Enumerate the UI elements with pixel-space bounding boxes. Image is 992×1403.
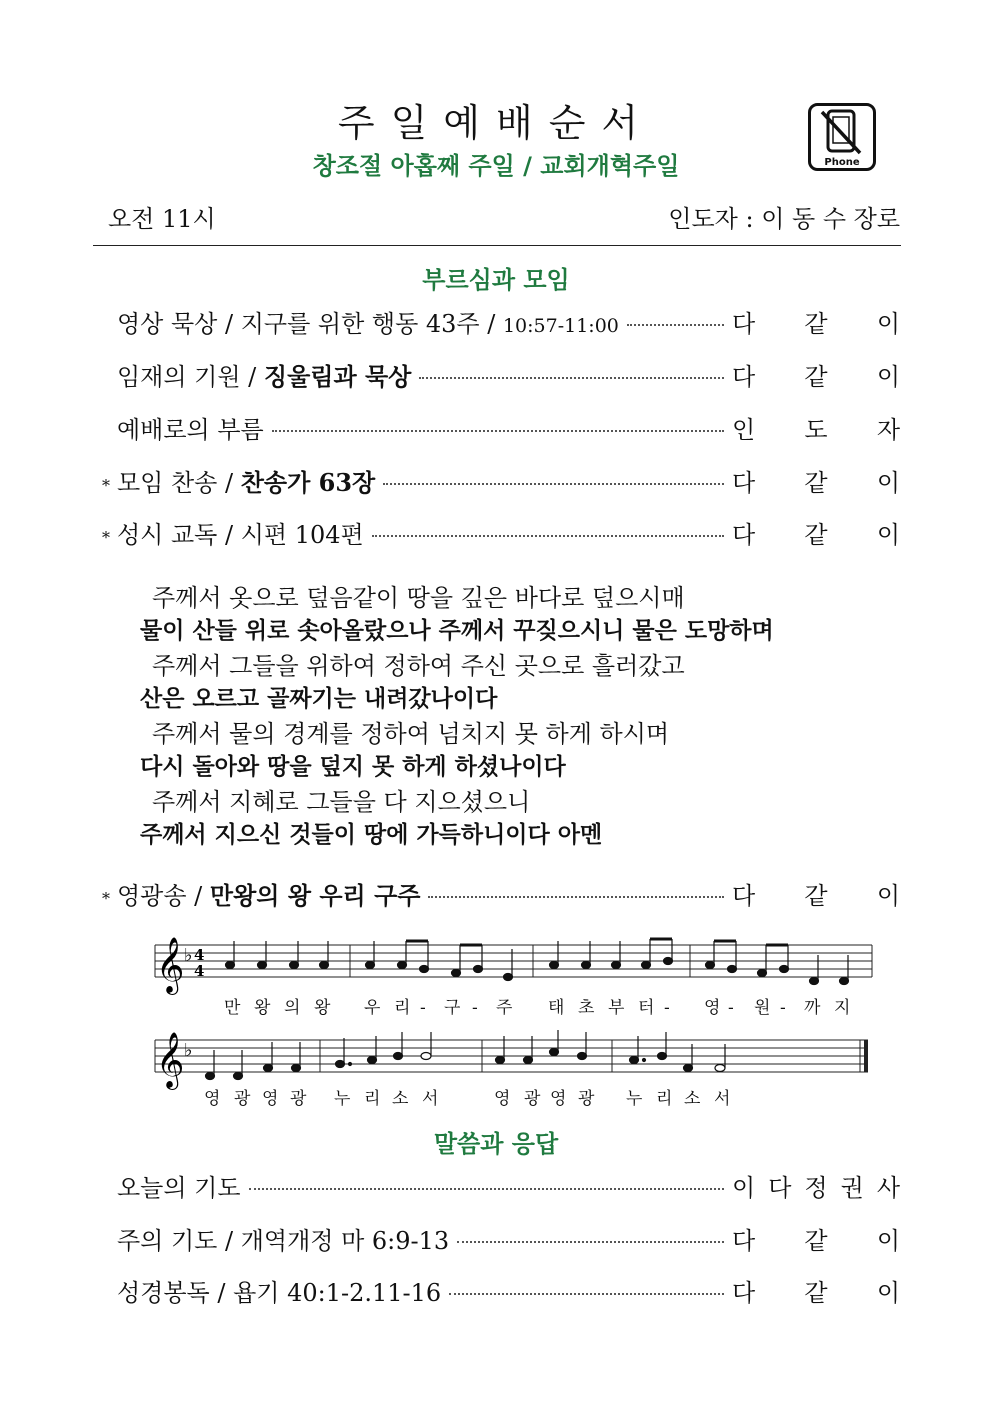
time-signature-bottom: 4 [194,962,205,980]
svg-text:왕: 왕 [314,998,331,1018]
svg-text:리: 리 [656,1089,673,1109]
svg-text:왕: 왕 [254,998,271,1018]
responsive-reading [140,578,860,850]
order-item-label: 모임 찬송 / 찬송가 63장 [117,468,376,497]
reading-people-line: 다시 돌아와 땅을 덮지 못 하게 하셨나이다 [140,754,566,780]
order-item-label: 예배로의 부름 [117,416,264,444]
svg-text:-: - [420,998,426,1018]
order-item-who: 다 같 이 [732,882,900,910]
svg-text:영: 영 [550,1089,567,1109]
svg-text:원: 원 [754,998,771,1018]
svg-text:서: 서 [422,1089,439,1109]
order-item-label: 주의 기도 / 개역개정 마 6:9-13 [117,1227,450,1255]
section-heading-calling: 부르심과 모임 [422,266,570,294]
leader-dots [419,377,724,379]
svg-text:서: 서 [714,1089,731,1109]
svg-text:터: 터 [638,998,655,1018]
svg-text:영: 영 [262,1089,279,1109]
order-item [95,1221,900,1257]
svg-text:리: 리 [364,1089,381,1109]
svg-text:-: - [664,998,670,1018]
order-item [95,1168,900,1204]
reading-people-line: 물이 산들 위로 솟아올랐으나 주께서 꾸짖으시니 물은 도망하며 [140,618,774,644]
order-item-label: 성경봉독 / 욥기 40:1-2.11-16 [117,1279,442,1307]
svg-text:우: 우 [364,998,381,1018]
page-subtitle: 창조절 아홉째 주일 / 교회개혁주일 [312,152,680,180]
order-item-who: 다 같 이 [732,310,900,338]
time-signature-top: 4 [194,946,205,964]
leader-dots [372,535,724,537]
svg-text:누: 누 [626,1089,643,1109]
order-item-who: 다 같 이 [732,1279,900,1307]
svg-text:리: 리 [394,998,411,1018]
reading-leader-line: 주께서 옷으로 덮음같이 땅을 깊은 바다로 덮으시매 [152,584,685,612]
svg-text:태: 태 [548,998,565,1018]
reading-leader-line: 주께서 물의 경계를 정하여 넘치지 못 하게 하시며 [152,720,670,748]
svg-text:누: 누 [334,1089,351,1109]
header-divider [93,245,901,246]
order-item [95,876,900,912]
flat-sign: ♭ [184,1040,193,1061]
svg-text:지: 지 [834,998,851,1018]
standing-mark: * [102,528,110,547]
order-item-who: 다 같 이 [732,521,900,549]
reading-people-line: 주께서 지으신 것들이 땅에 가득하니이다 아멘 [140,822,603,848]
leader-dots [457,1241,724,1243]
svg-text:부: 부 [608,998,625,1018]
svg-text:광: 광 [290,1089,307,1109]
order-item-who: 이 다 정 권 사 [732,1174,900,1202]
standing-mark: * [102,889,110,908]
order-item-label: 임재의 기원 / 징울림과 묵상 [117,362,412,391]
svg-text:영: 영 [494,1089,511,1109]
svg-text:소: 소 [684,1089,701,1109]
svg-text:의: 의 [284,998,301,1018]
leader-dots [272,430,724,432]
svg-text:주: 주 [496,998,513,1018]
order-item [95,357,900,393]
lyrics-line-2 [204,1088,730,1109]
standing-mark: * [102,476,110,495]
order-item-label: 영상 묵상 / 지구를 위한 행동 43주 / 10:57-11:00 [117,310,619,338]
service-time: 오전 11시 [108,205,216,233]
page-title: 주일예배순서 [337,101,655,145]
svg-text:광: 광 [578,1089,595,1109]
order-item-who: 다 같 이 [732,1227,900,1255]
section-heading-word: 말씀과 응답 [433,1130,559,1158]
leader-dots [627,324,724,326]
svg-text:구: 구 [444,998,461,1018]
leader-dots [449,1293,724,1295]
order-item-label: 성시 교독 / 시편 104편 [117,521,364,549]
reading-people-line: 산은 오르고 골짜기는 내려갔나이다 [140,686,498,712]
order-item [95,1273,900,1309]
treble-clef-icon: 𝄞 [156,937,185,993]
lyrics-line-1 [224,997,850,1018]
order-item-label: 영광송 / 만왕의 왕 우리 구주 [117,881,421,910]
order-item [95,410,900,446]
svg-text:영: 영 [204,1089,221,1109]
leader-dots [428,896,724,898]
order-item-who: 인 도 자 [732,416,900,444]
svg-text:-: - [472,998,478,1018]
notes-line-1 [226,939,849,985]
svg-text:-: - [728,998,734,1018]
svg-text:광: 광 [524,1089,541,1109]
reading-leader-line: 주께서 그들을 위하여 정하여 주신 곳으로 흘러갔고 [152,652,685,680]
leader-dots [249,1188,724,1190]
svg-text:영: 영 [704,998,721,1018]
service-leader: 인도자 : 이 동 수 장로 [668,205,900,233]
no-phone-icon [808,103,876,171]
svg-text:소: 소 [392,1089,409,1109]
svg-text:초: 초 [578,998,595,1018]
reading-leader-line: 주께서 지혜로 그들을 다 지으셨으니 [152,788,531,816]
svg-text:까: 까 [804,998,821,1018]
flat-sign: ♭ [184,945,193,966]
order-item-label: 오늘의 기도 [117,1174,241,1202]
order-item-who: 다 같 이 [732,469,900,497]
svg-text:광: 광 [234,1089,251,1109]
order-item-who: 다 같 이 [732,363,900,391]
leader-dots [383,483,724,485]
svg-text:-: - [780,998,786,1018]
phone-icon-label: Phone [824,157,860,168]
order-item [95,515,900,551]
music-staff-1 [150,935,875,1025]
treble-clef-icon: 𝄞 [156,1032,185,1088]
order-item [95,463,900,499]
order-item [95,304,900,340]
svg-text:만: 만 [224,998,241,1018]
music-staff-2 [150,1030,875,1115]
